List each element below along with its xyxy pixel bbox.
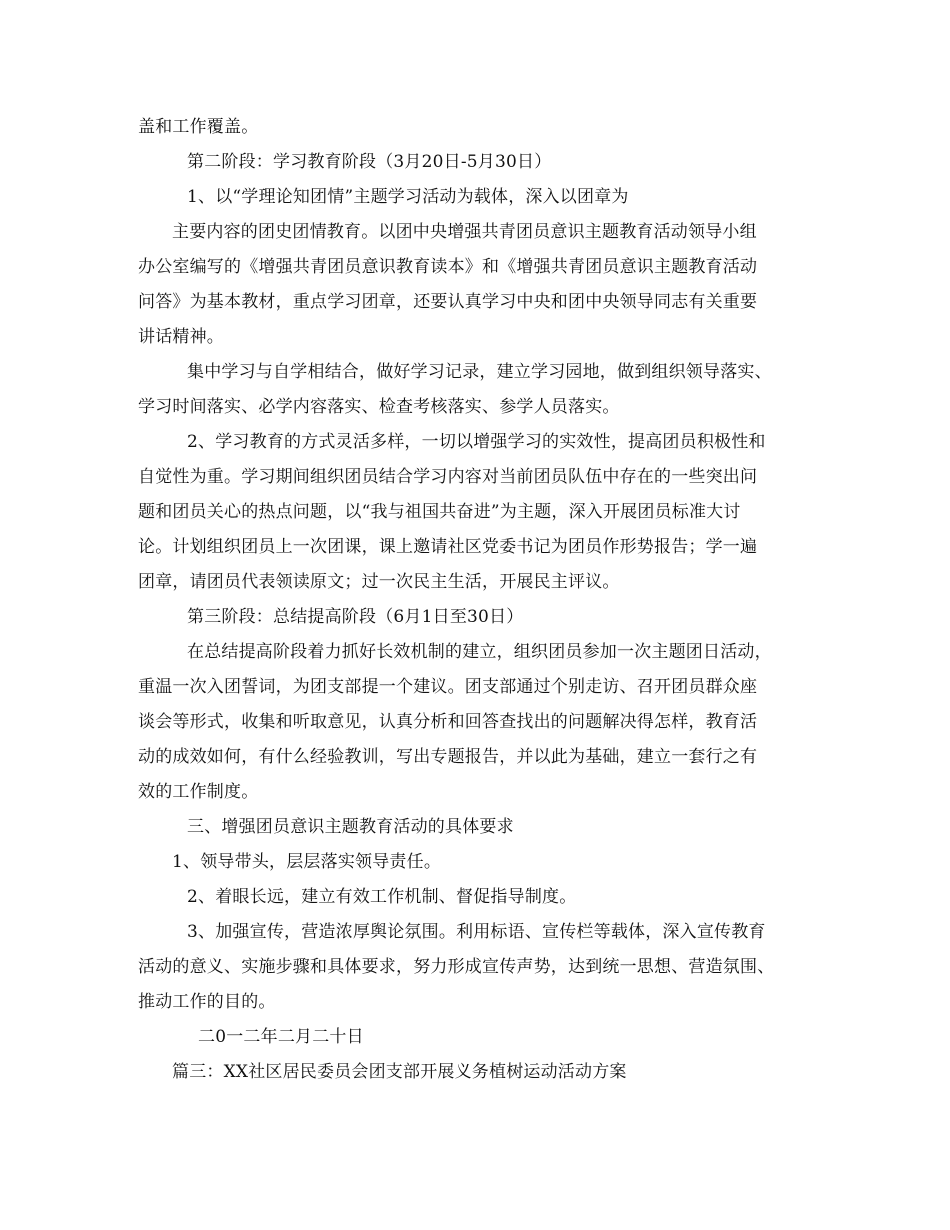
date-line: 二0一二年二月二十日 [198,1027,364,1047]
text-line: 盖和工作覆盖。 [138,117,259,137]
list-item: 3、加强宣传，营造浓厚舆论氛围。利用标语、宣传栏等载体，深入宣传教育 [187,922,766,942]
text-line: 讲话精神。 [138,327,224,347]
text-line: 学习时间落实、必学内容落实、检查考核落实、参学人员落实。 [138,397,620,417]
text-line: 推动工作的目的。 [138,992,276,1012]
text-line: 问答》为基本教材，重点学习团章，还要认真学习中央和团中央领导同志有关重要 [138,292,758,312]
section-heading: 第二阶段：学习教育阶段（3月20日-5月30日） [187,152,552,172]
text-line: 主要内容的团史团情教育。以团中央增强共青团员意识主题教育活动领导小组 [172,222,757,242]
chapter-title: 篇三：XX社区居民委员会团支部开展义务植树运动活动方案 [172,1062,627,1082]
text-line: 2、学习教育的方式灵活多样，一切以增强学习的实效性，提高团员积极性和 [187,432,766,452]
text-line: 1、以“学理论知团情”主题学习活动为载体，深入以团章为 [187,187,629,207]
text-line: 重温一次入团誓词，为团支部提一个建议。团支部通过个别走访、召开团员群众座 [138,677,758,697]
text-line: 团章，请团员代表领读原文；过一次民主生活，开展民主评议。 [138,572,620,592]
section-heading: 第三阶段：总结提高阶段（6月1日至30日） [187,607,524,627]
list-item: 1、领导带头，层层落实领导责任。 [172,852,442,872]
text-line: 在总结提高阶段着力抓好长效机制的建立，组织团员参加一次主题团日活动， [187,642,772,662]
section-heading: 三、增强团员意识主题教育活动的具体要求 [187,817,514,837]
text-line: 谈会等形式，收集和听取意见，认真分析和回答查找出的问题解决得怎样，教育活 [138,712,758,732]
list-item: 2、着眼长远，建立有效工作机制、督促指导制度。 [187,887,577,907]
text-line: 自觉性为重。学习期间组织团员结合学习内容对当前团员队伍中存在的一些突出问 [138,467,758,487]
text-line: 效的工作制度。 [138,782,259,802]
text-line: 论。计划组织团员上一次团课，课上邀请社区党委书记为团员作形势报告；学一遍 [138,537,758,557]
text-line: 题和团员关心的热点问题，以“我与祖国共奋进”为主题，深入开展团员标准大讨 [138,502,741,522]
text-line: 动的成效如何，有什么经验教训，写出专题报告，并以此为基础，建立一套行之有 [138,747,758,767]
text-line: 办公室编写的《增强共青团员意识教育读本》和《增强共青团员意识主题教育活动 [138,257,758,277]
text-line: 集中学习与自学相结合，做好学习记录，建立学习园地，做到组织领导落实、 [187,362,772,382]
text-line: 活动的意义、实施步骤和具体要求，努力形成宣传声势，达到统一思想、营造氛围、 [138,957,775,977]
